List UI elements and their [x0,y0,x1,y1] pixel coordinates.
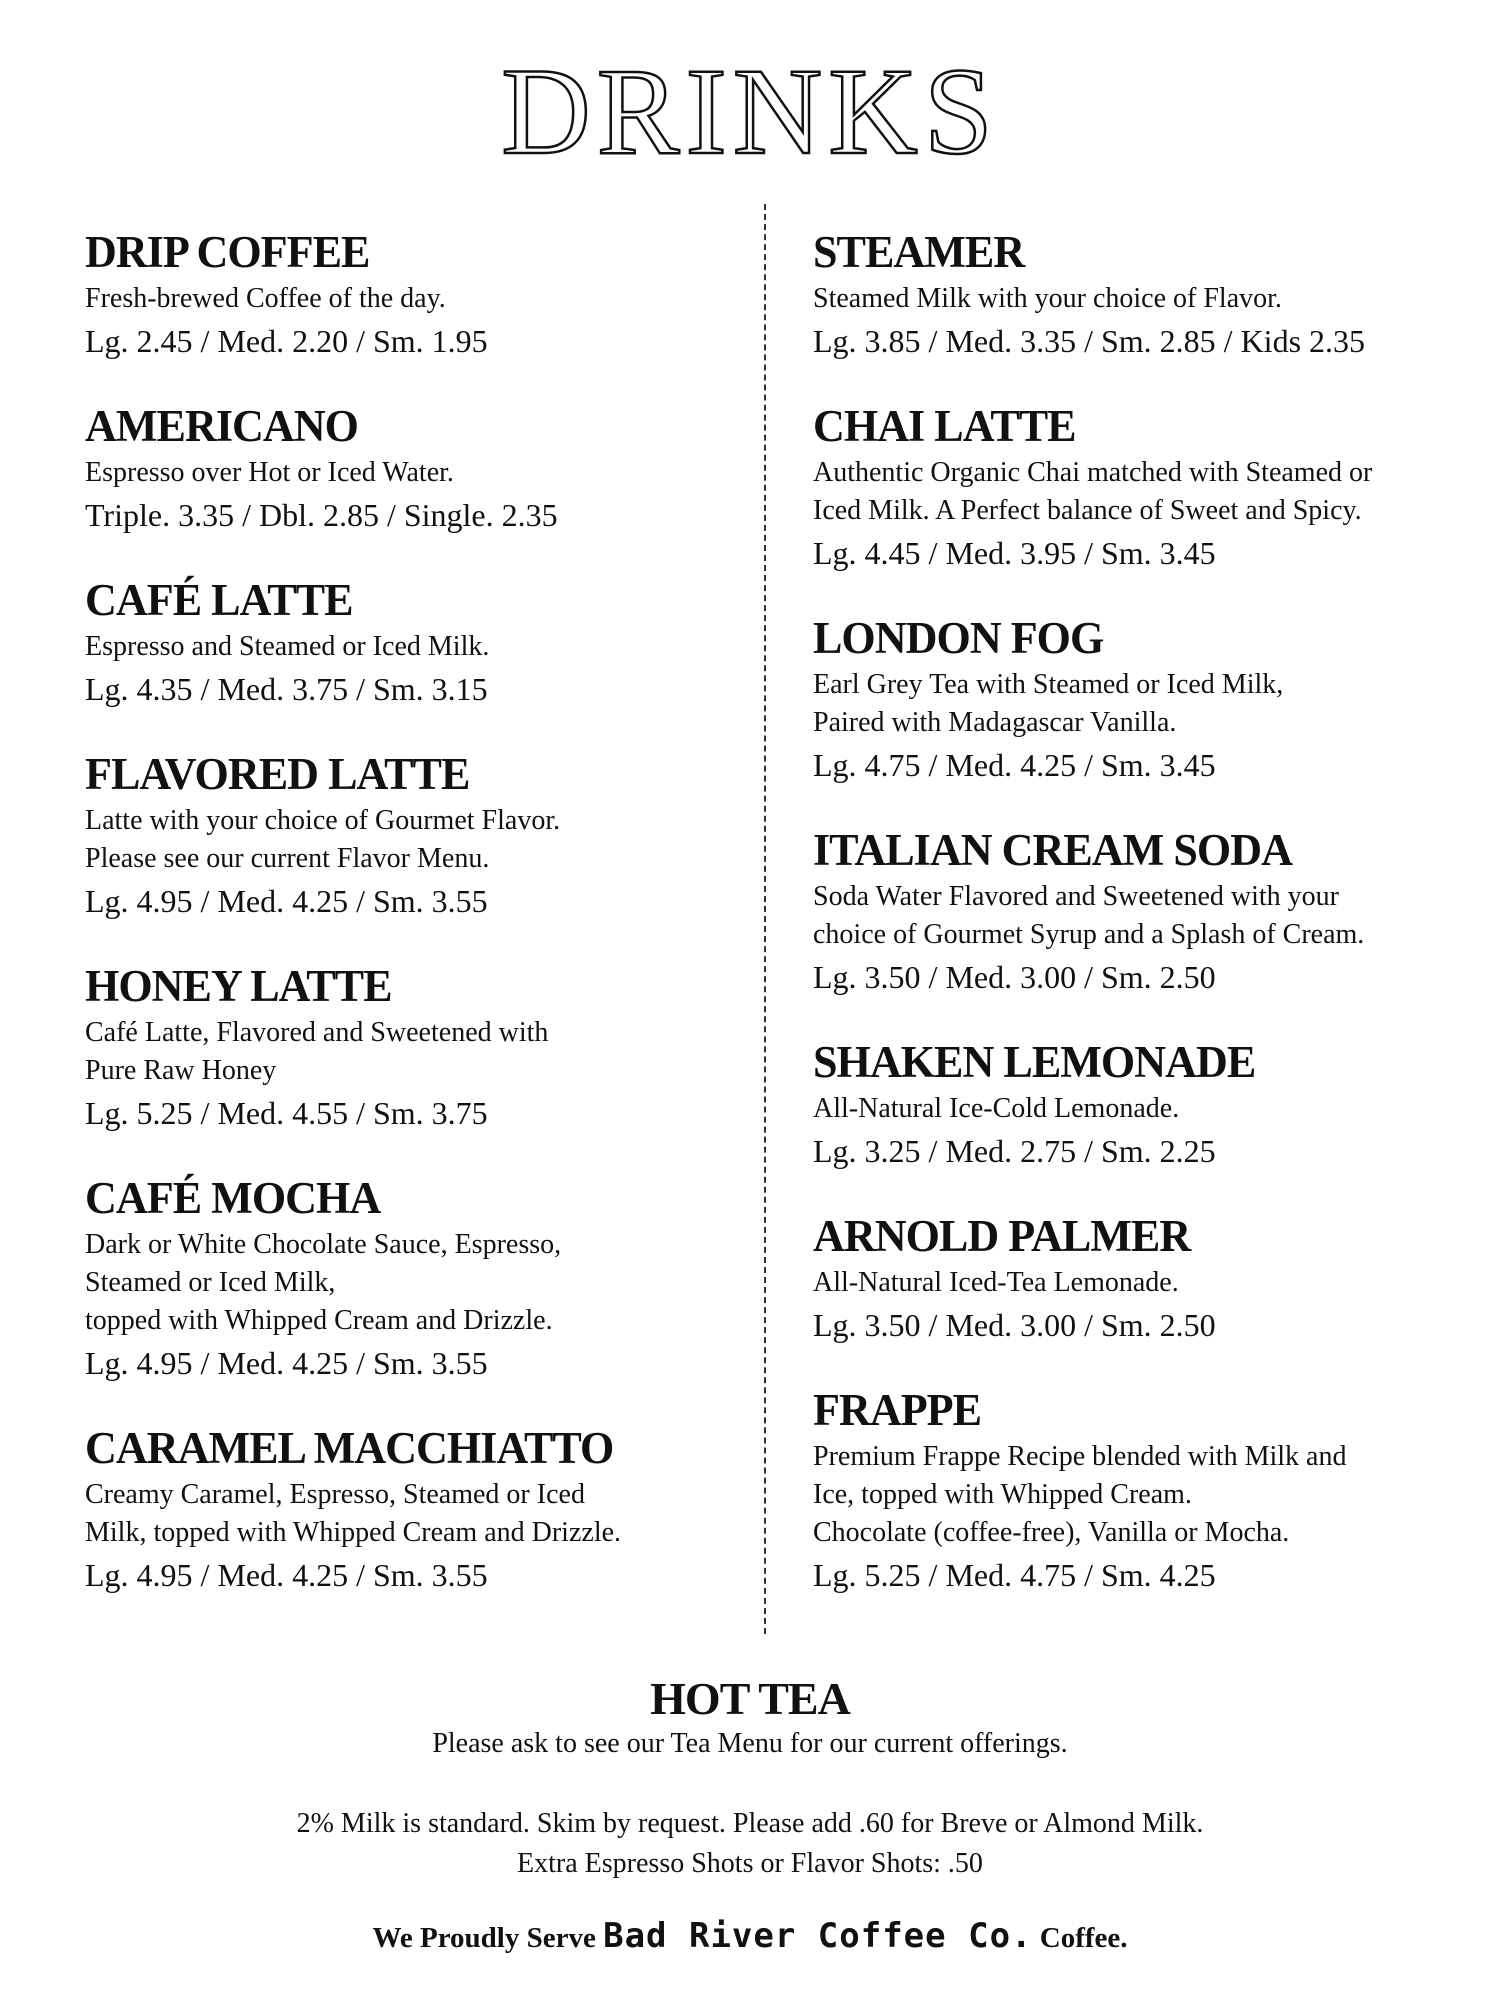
item-name: SHAKEN LEMONADE [813,1037,1256,1087]
item-description: Creamy Caramel, Espresso, Steamed or Iced Milk, topped with Whipped Cream and Drizzle. [85,1479,622,1548]
item-prices: Lg. 4.95 / Med. 4.25 / Sm. 3.55 [85,1345,488,1381]
menu-title: DRINKS [501,43,999,180]
menu-item [85,962,725,1134]
item-prices: Lg. 4.45 / Med. 3.95 / Sm. 3.45 [813,535,1216,571]
item-prices: Lg. 5.25 / Med. 4.55 / Sm. 3.75 [85,1095,488,1131]
item-prices: Lg. 3.25 / Med. 2.75 / Sm. 2.25 [813,1133,1216,1169]
item-prices: Lg. 2.45 / Med. 2.20 / Sm. 1.95 [85,323,488,359]
item-description: Café Latte, Flavored and Sweetened with Pure Raw Honey [85,1017,549,1086]
item-description: Latte with your choice of Gourmet Flavor. Please see our current Flavor Menu. [85,805,561,874]
menu-item [85,228,725,362]
menu-item [813,1386,1473,1596]
menu-item [85,750,725,922]
item-name: CAFÉ MOCHA [85,1173,381,1223]
menu-item [85,1424,725,1596]
right-menu-column [813,228,1473,1636]
menu-item [813,1212,1473,1346]
left-menu-column [85,228,725,1636]
column-divider [764,204,766,1634]
item-description: Premium Frappe Recipe blended with Milk and Ice, topped with Whipped Cream. Chocolate (coffee-free), Vanilla or Mocha. [813,1441,1347,1548]
item-name: AMERICANO [85,401,358,451]
hot-tea-description: Please ask to see our Tea Menu for our current offerings. [432,1728,1068,1759]
hot-tea-heading: HOT TEA [650,1673,850,1724]
menu-item [85,1174,725,1384]
item-name: ARNOLD PALMER [813,1211,1191,1261]
item-description: Authentic Organic Chai matched with Steamed or Iced Milk. A Perfect balance of Sweet and Spicy. [813,457,1373,526]
item-description: Fresh-brewed Coffee of the day. [85,283,446,314]
milk-note: 2% Milk is standard. Skim by request. Please add .60 for Breve or Almond Milk. [296,1808,1204,1839]
item-name: FRAPPE [813,1385,982,1435]
menu-item [85,576,725,710]
extra-shots-note: Extra Espresso Shots or Flavor Shots: .50 [517,1848,983,1879]
item-name: DRIP COFFEE [85,227,370,277]
item-description: All-Natural Ice-Cold Lemonade. [813,1093,1180,1124]
menu-item [813,1038,1473,1172]
serve-line [0,1916,1500,1956]
item-prices: Lg. 3.85 / Med. 3.35 / Sm. 2.85 / Kids 2.35 [813,323,1366,359]
item-prices: Triple. 3.35 / Dbl. 2.85 / Single. 2.35 [85,497,558,533]
menu-item [813,614,1473,786]
item-name: STEAMER [813,227,1025,277]
item-prices: Lg. 3.50 / Med. 3.00 / Sm. 2.50 [813,959,1216,995]
item-description: Espresso and Steamed or Iced Milk. [85,631,490,662]
serve-prefix: We Proudly Serve [372,1922,596,1954]
menu-item [85,402,725,536]
item-description: Steamed Milk with your choice of Flavor. [813,283,1282,314]
item-prices: Lg. 4.75 / Med. 4.25 / Sm. 3.45 [813,747,1216,783]
menu-item [813,826,1473,998]
item-name: ITALIAN CREAM SODA [813,825,1292,875]
item-prices: Lg. 4.95 / Med. 4.25 / Sm. 3.55 [85,1557,488,1593]
item-name: CHAI LATTE [813,401,1076,451]
menu-item [813,402,1473,574]
item-name: FLAVORED LATTE [85,749,470,799]
item-name: CARAMEL MACCHIATTO [85,1423,614,1473]
item-description: Dark or White Chocolate Sauce, Espresso, Steamed or Iced Milk, topped with Whipped Cream and Drizzle. [85,1229,562,1336]
item-prices: Lg. 4.95 / Med. 4.25 / Sm. 3.55 [85,883,488,919]
item-prices: Lg. 3.50 / Med. 3.00 / Sm. 2.50 [813,1307,1216,1343]
item-description: Espresso over Hot or Iced Water. [85,457,454,488]
item-description: Soda Water Flavored and Sweetened with your choice of Gourmet Syrup and a Splash of Cream. [813,881,1365,950]
item-name: HONEY LATTE [85,961,392,1011]
item-name: CAFÉ LATTE [85,575,353,625]
coffee-brand: Bad River Coffee Co. [603,1916,1033,1956]
item-prices: Lg. 4.35 / Med. 3.75 / Sm. 3.15 [85,671,488,707]
item-prices: Lg. 5.25 / Med. 4.75 / Sm. 4.25 [813,1557,1216,1593]
item-description: Earl Grey Tea with Steamed or Iced Milk, Paired with Madagascar Vanilla. [813,669,1284,738]
item-name: LONDON FOG [813,613,1104,663]
serve-suffix: Coffee. [1039,1922,1128,1954]
menu-item [813,228,1473,362]
item-description: All-Natural Iced-Tea Lemonade. [813,1267,1179,1298]
